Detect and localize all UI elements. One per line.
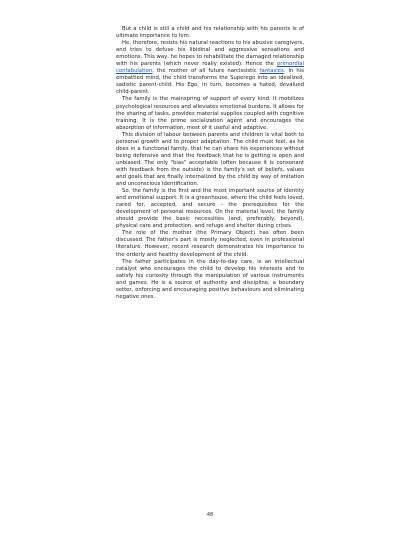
paragraph-2-text-b: , the mother of all future narcissistic <box>152 68 260 75</box>
fantasies-link[interactable]: fantasies <box>259 68 284 75</box>
paragraph-6: The role of the mother (the Primary Object) has often been discussed. The father's part is mostly neglected, even in professional literature. However, recent research demonstrates his importance to the orderly and healthy development of the child. <box>116 230 304 258</box>
page-number: 48 <box>206 512 214 518</box>
document-body <box>116 26 304 301</box>
paragraph-1: But a child is still a child and his relationship with his parents is of ultimate importance to him. <box>116 26 304 40</box>
paragraph-2-text-a: He, therefore, resists his natural reactions to his abusive caregivers, and tries to defuse his libidinal and aggressive sensations and emotions. This way, he hopes to rehabilitate the damaged relationship with his parents (which never really existed). Hence the <box>116 40 304 68</box>
paragraph-2-text-c: . In his embattled mind, the child transforms the Superego into an idealized, sadistic parent-child. His Ego, in turn, becomes a hated, devalued child-parent. <box>116 68 305 96</box>
paragraph-4: This division of labour between parents and children is vital both to personal growth and to proper adaptation. The child must feel, as he does in a functional family, that he can share his experiences without being defensive and that the feedback that he is getting is open and unbiased. The only "bias" acceptable (often because it is consonant with feedback from the outside) is the family's set of beliefs, values and goals that are finally internalized by the child by way of imitation and unconscious identification. <box>116 131 304 188</box>
paragraph-5: So, the family is the first and the most important source of identity and emotional support. It is a greenhouse, where the child feels loved, cared for, accepted, and secure - the prerequisites for the development of personal resources. On the material level, the family should provide the basic necessities (and, preferably, beyond), physical care and protection, and refuge and shelter during crises. <box>116 188 304 230</box>
paragraph-3: The family is the mainspring of support of every kind. It mobilizes psychological resources and alleviates emotional burdens. It allows for the sharing of tasks, provides material supplies coupled with cognitive training. It is the prime socialization agent and encourages the absorption of information, most of it useful and adaptive. <box>116 96 304 131</box>
primordial-confabulation-link[interactable]: primordial confabulation <box>116 61 304 75</box>
paragraph-7: The father participates in the day-to-day care, is an intellectual catalyst who encourages the child to develop his interests and to satisfy his curiosity through the manipulation of various instruments and games. He is a source of authority and discipline, a boundary setter, enforcing and encouraging positive behaviours and eliminating negative ones. <box>116 258 304 300</box>
paragraph-2 <box>116 40 304 96</box>
